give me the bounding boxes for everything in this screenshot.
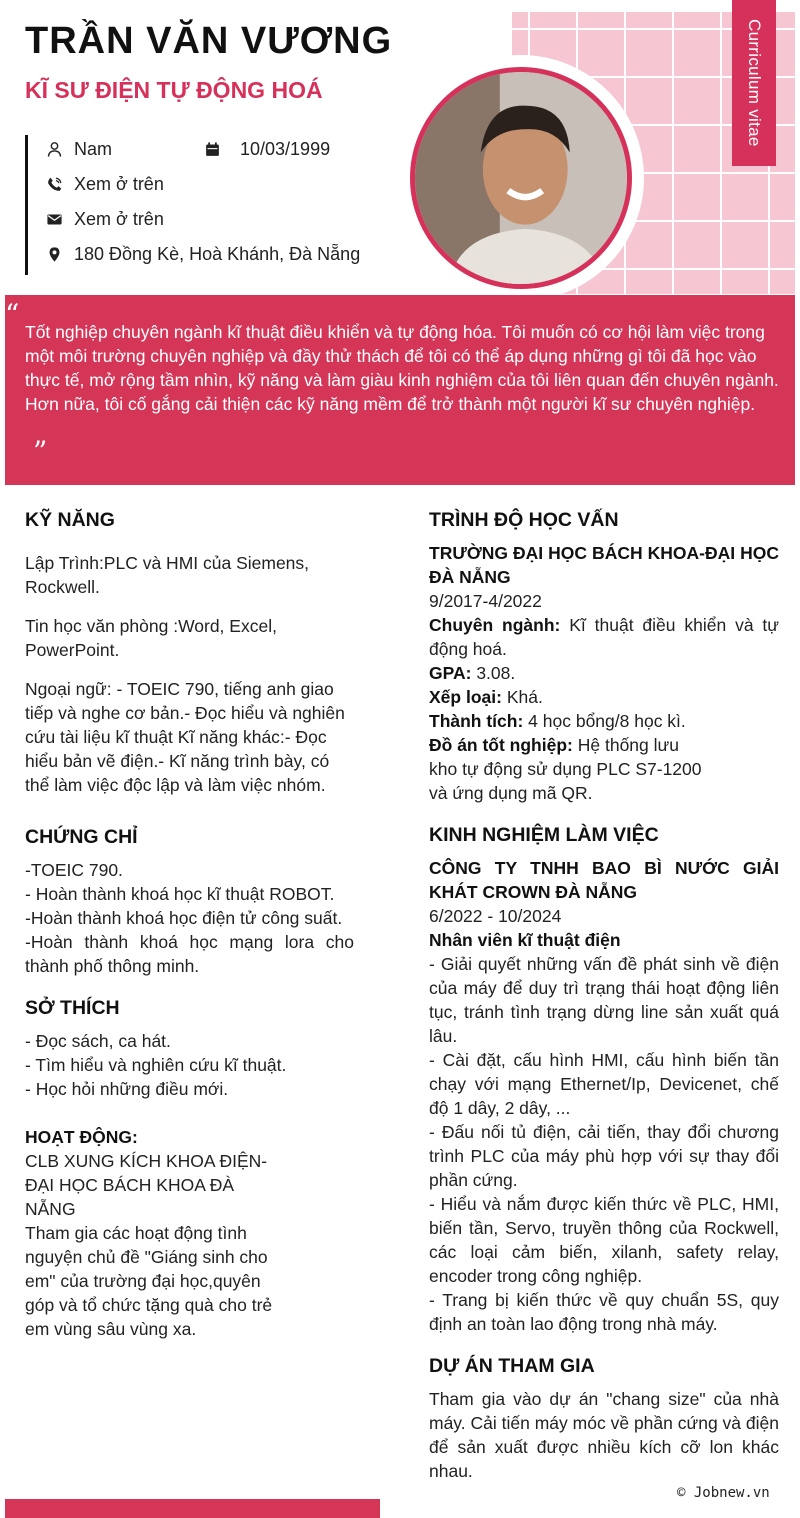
location-icon <box>44 244 64 264</box>
award-value: 4 học bổng/8 học kì. <box>528 711 686 731</box>
cv-label: Curriculum vitae <box>745 19 764 147</box>
duty-item: - Cài đặt, cấu hình HMI, cấu hình biến tần chạy với mạng Ethernet/Ip, Devicenet, chế độ 1 dây, 2 dây, ... <box>429 1050 779 1118</box>
close-quote: ” <box>33 435 48 468</box>
experience-heading: KINH NGHIỆM LÀM VIỆC <box>429 824 659 846</box>
activities-section <box>25 1125 275 1341</box>
major-row <box>429 613 779 661</box>
education-period: 9/2017-4/2022 <box>429 591 542 611</box>
activities-heading: HOẠT ĐỘNG: <box>25 1127 138 1147</box>
job-title: KĨ SƯ ĐIỆN TỰ ĐỘNG HOÁ <box>25 77 323 103</box>
certificates-heading: CHỨNG CHỈ <box>25 826 138 848</box>
footer-accent-bar <box>5 1499 380 1518</box>
address-row <box>44 242 360 266</box>
thesis-label: Đồ án tốt nghiệp: <box>429 735 573 755</box>
profile-photo-illustration <box>415 72 627 284</box>
duty-item: - Hiểu và nắm được kiến thức về PLC, HMI, biến tần, Servo, truyền thông của Rockwell, các loại cảm biến, xilanh, safety relay, encoder trong công nghiệp. <box>429 1194 779 1286</box>
certificates-section <box>25 858 354 978</box>
certificate-item: -Hoàn thành khoá học mạng lora cho thành phố thông minh. <box>25 932 354 976</box>
rank-label: Xếp loại: <box>429 687 502 707</box>
phone-row <box>44 172 164 196</box>
address-value: 180 Đồng Kè, Hoà Khánh, Đà Nẵng <box>74 243 361 264</box>
major-value: Kĩ thuật điều khiển và tự động hoá. <box>429 615 779 659</box>
gender-value: Nam <box>74 138 113 159</box>
email-row <box>44 207 164 231</box>
calendar-icon <box>202 139 222 159</box>
duty-item: - Đấu nối tủ điện, cải tiến, thay đổi chương trình PLC của máy phù hợp với sự thay đổi phần cứng. <box>429 1122 779 1190</box>
candidate-name: TRẦN VĂN VƯƠNG <box>25 20 393 62</box>
hobby-item: - Đọc sách, ca hát. <box>25 1031 171 1051</box>
education-section <box>429 541 779 805</box>
phone-value: Xem ở trên <box>74 173 164 194</box>
contact-divider <box>25 135 28 275</box>
projects-section <box>429 1387 779 1483</box>
activity-org: CLB XUNG KÍCH KHOA ĐIỆN-ĐẠI HỌC BÁCH KHOA ĐÀ NẴNG <box>25 1151 268 1219</box>
thesis-row <box>429 733 709 805</box>
hobbies-heading: SỞ THÍCH <box>25 997 120 1019</box>
email-value: Xem ở trên <box>74 208 164 229</box>
gpa-label: GPA: <box>429 663 472 683</box>
skill-item: Lập Trình:PLC và HMI của Siemens, Rockwell. <box>25 553 310 597</box>
hobbies-section <box>25 1029 355 1101</box>
person-icon <box>44 139 64 159</box>
gender-row <box>44 137 112 161</box>
experience-period: 6/2022 - 10/2024 <box>429 906 562 926</box>
cv-ribbon <box>732 0 776 166</box>
rank-row <box>429 685 779 709</box>
project-text: Tham gia vào dự án "chang size" của nhà máy. Cải tiến máy móc về phần cứng và điện để sản xuất được nhiều kích cỡ lon khác nhau. <box>429 1389 779 1481</box>
email-icon <box>44 209 64 229</box>
hobby-item: - Học hỏi những điều mới. <box>25 1079 229 1099</box>
school-name: TRƯỜNG ĐẠI HỌC BÁCH KHOA-ĐẠI HỌC ĐÀ NẴNG <box>429 543 779 587</box>
award-row <box>429 709 779 733</box>
skills-heading: KỸ NĂNG <box>25 509 115 531</box>
phone-icon <box>44 174 64 194</box>
open-quote: “ <box>5 298 20 331</box>
company-name: CÔNG TY TNHH BAO BÌ NƯỚC GIẢI KHÁT CROWN ĐÀ NẴNG <box>429 858 779 902</box>
certificate-item: -TOEIC 790. <box>25 860 123 880</box>
certificate-item: -Hoàn thành khoá học điện tử công suất. <box>25 908 343 928</box>
skill-item: Tin học văn phòng :Word, Excel, PowerPoint. <box>25 616 277 660</box>
gpa-row <box>429 661 779 685</box>
birthday-value: 10/03/1999 <box>240 138 331 159</box>
birthday-row <box>202 137 330 161</box>
skill-item: Ngoại ngữ: - TOEIC 790, tiếng anh giao tiếp và nghe cơ bản.- Đọc hiểu và nghiên cứu tài liệu kĩ thuật Kĩ năng khác:- Đọc hiểu bản vẽ điện.- Kĩ năng trình bày, có thể làm việc độc lập và làm việc nhóm. <box>25 679 345 795</box>
gpa-value: 3.08. <box>476 663 516 683</box>
duty-item: - Giải quyết những vấn đề phát sinh về điện của máy để duy trì trạng thái hoạt động liên tục, tránh tình trạng dừng line sản xuất quá lâu. <box>429 954 779 1046</box>
job-role: Nhân viên kĩ thuật điện <box>429 930 621 950</box>
rank-value: Khá. <box>506 687 543 707</box>
education-heading: TRÌNH ĐỘ HỌC VẤN <box>429 509 619 531</box>
award-label: Thành tích: <box>429 711 524 731</box>
profile-photo <box>410 67 632 289</box>
duty-item: - Trang bị kiến thức về quy chuẩn 5S, quy định an toàn lao động trong nhà máy. <box>429 1290 779 1334</box>
experience-section <box>429 856 779 1336</box>
summary-section <box>5 295 795 485</box>
certificate-item: - Hoàn thành khoá học kĩ thuật ROBOT. <box>25 884 335 904</box>
projects-heading: DỰ ÁN THAM GIA <box>429 1355 595 1377</box>
skills-section <box>25 551 345 797</box>
major-label: Chuyên ngành: <box>429 615 561 635</box>
footer-credit: © Jobnew.vn <box>677 1485 770 1501</box>
activity-desc: Tham gia các hoạt động tình nguyện chủ đề "Giáng sinh cho em" của trường đại học,quyên góp và tổ chức tặng quà cho trẻ em vùng sâu vùng xa. <box>25 1223 273 1339</box>
hobby-item: - Tìm hiểu và nghiên cứu kĩ thuật. <box>25 1055 287 1075</box>
summary-text: Tốt nghiệp chuyên ngành kĩ thuật điều khiển và tự động hóa. Tôi muốn có cơ hội làm việc trong một môi trường chuyên nghiệp và đầy thử thách để tôi có thể áp dụng những gì tôi đã học vào thực tế, mở rộng tầm nhìn, kỹ năng và làm giàu kinh nghiệm của tôi liên quan đến chuyên ngành. Hơn nữa, tôi cố gắng cải thiện các kỹ năng mềm để trở thành một người kĩ sư chuyên nghiệp. <box>25 322 779 414</box>
thesis-value: Hệ thống lưu kho tự động sử dụng PLC S7-1200 và ứng dụng mã QR. <box>429 735 702 803</box>
